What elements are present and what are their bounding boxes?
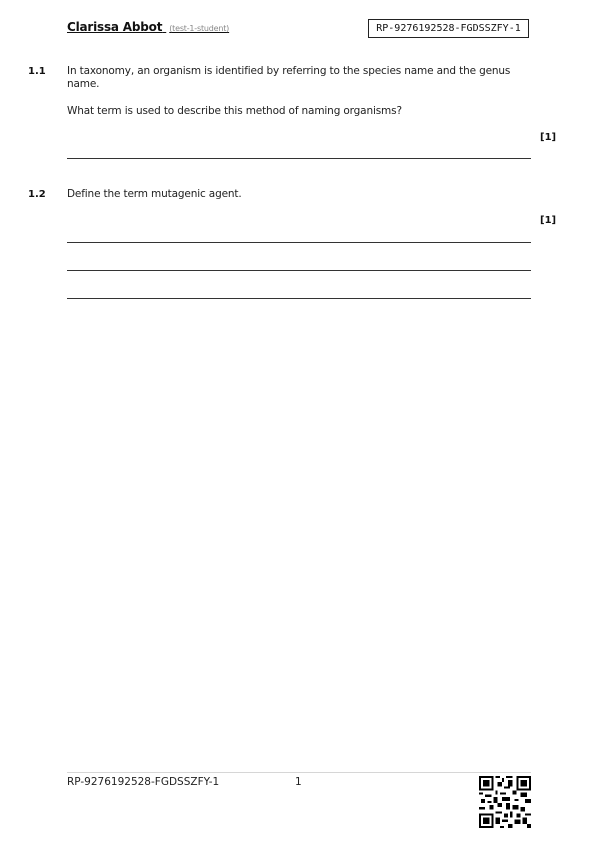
student-name <box>67 20 229 34</box>
footer-reference: RP-9276192528-FGDSSZFY-1 <box>67 776 220 788</box>
answer-line[interactable] <box>67 270 531 271</box>
student-id: (test-1-student) <box>169 24 230 33</box>
qr-code-icon <box>479 776 531 828</box>
student-name-text: Clarissa Abbot <box>67 20 163 34</box>
question-text-1-2: Define the term mutagenic agent. <box>67 188 242 200</box>
marks-1-2: [1] <box>540 215 557 226</box>
answer-line[interactable] <box>67 298 531 299</box>
answer-line[interactable] <box>67 158 531 159</box>
reference-box: RP-9276192528-FGDSSZFY-1 <box>368 19 529 38</box>
page-number: 1 <box>295 776 302 788</box>
question-text-1-1: In taxonomy, an organism is identified by referring to the species name and the genus name. <box>67 65 511 90</box>
answer-line[interactable] <box>67 242 531 243</box>
question-number-1-1: 1.1 <box>28 66 46 77</box>
question-number-1-2: 1.2 <box>28 189 46 200</box>
marks-1-1: [1] <box>540 132 557 143</box>
question-prompt-1-1: What term is used to describe this method of naming organisms? <box>67 105 402 117</box>
footer-divider <box>67 772 531 773</box>
